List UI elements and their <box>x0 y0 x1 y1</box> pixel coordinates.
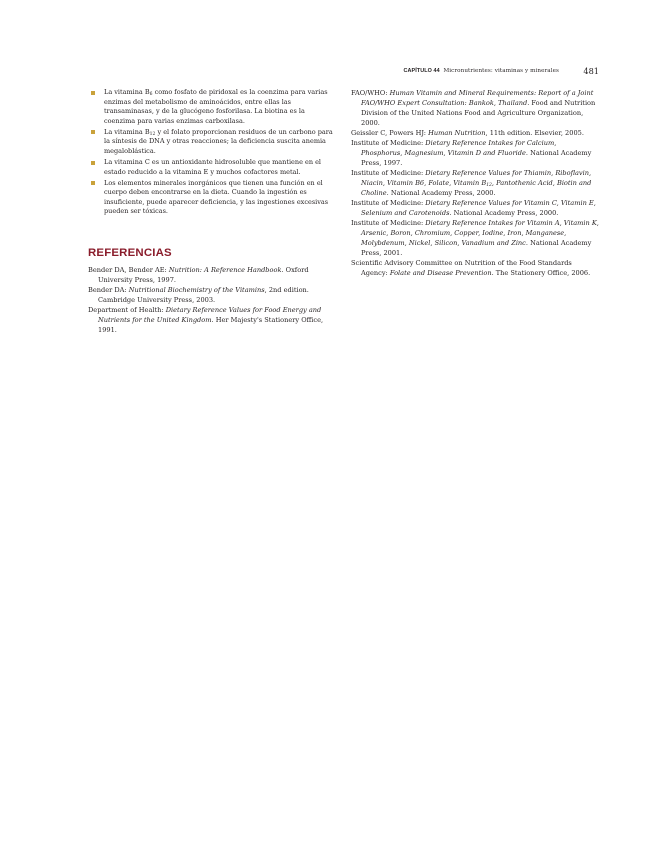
reference-entry: Geissler C, Powers HJ: Human Nutrition, 11th edition. Elsevier, 2005. <box>351 129 584 137</box>
reference-entry: Department of Health: Dietary Reference Values for Food Energy and Nutrients for the United Kingdom. Her Majesty's Stationery Office, 1991. <box>88 306 324 334</box>
summary-item: Los elementos minerales inorgánicos que tienen una función en el cuerpo deben encontrarse en la dieta. Cuando la ingestión es insuficiente, puede aparecer deficiencia, y las ingestiones excesivas pueden ser tóxicas. <box>88 179 334 217</box>
bullet-square-icon <box>91 161 95 165</box>
reference-entry: Institute of Medicine: Dietary Reference Intakes for Calcium, Phosphorus, Magnesium, Vitamin D and Fluoride. National Academy Press, 1997. <box>351 139 592 167</box>
page-number: 481 <box>583 66 599 76</box>
bullet-square-icon <box>91 181 95 185</box>
bullet-square-icon <box>91 130 95 134</box>
reference-entry: Bender DA, Bender AE: Nutrition: A Reference Handbook. Oxford University Press, 1997. <box>88 266 309 284</box>
chapter-title: Micronutrientes: vitaminas y minerales <box>443 68 559 74</box>
references-right <box>351 88 599 278</box>
summary-item: La vitamina $B_{12}$ y el folato proporcionan residuos de un carbono para la síntesis de DNA y otras reacciones; la deficiencia suscita anemia megaloblástica. <box>88 128 334 157</box>
reference-entry: Scientific Advisory Committee on Nutrition of the Food Standards Agency: Folate and Disease Prevention. The Stationery Office, 2006. <box>351 259 591 277</box>
references-heading: REFERENCIAS <box>88 247 172 259</box>
bullet-square-icon <box>91 91 95 95</box>
running-header <box>351 66 599 80</box>
reference-entry: Bender DA: Nutritional Biochemistry of the Vitamins, 2nd edition. Cambridge University Press, 2003. <box>88 286 309 304</box>
reference-entry: Institute of Medicine: Dietary Reference Intakes for Vitamin A, Vitamin K, Arsenic, Boron, Chromium, Copper, Iodine, Iron, Manganese, Molybdenum, Nickel, Silicon, Vanadium and Zinc. National Academy Press, 2001. <box>351 219 599 257</box>
references-left <box>88 265 334 335</box>
chapter-heading <box>404 68 559 74</box>
reference-entry: Institute of Medicine: Dietary Reference Values for Vitamin C, Vitamin E, Selenium and Carotenoids. National Academy Press, 2000. <box>351 199 596 217</box>
reference-entry: FAO/WHO: Human Vitamin and Mineral Requirements: Report of a Joint FAO/WHO Expert Consultation: Bankok, Thailand. Food and Nutrition Division of the United Nations Food and Agriculture Organization, 2000. <box>351 89 596 127</box>
chapter-label: CAPÍTULO 44 <box>403 68 440 74</box>
reference-entry: Institute of Medicine: Dietary Reference Values for Thiamin, Riboflavin, Niacin, Vitamin B6, Folate, Vitamin $B_{12}$, Pantothenic Acid, Biotin and Choline. National Academy Press, 2000. <box>351 169 592 197</box>
left-column <box>88 88 334 218</box>
summary-item: La vitamina $B_6$ como fosfato de piridoxal es la coenzima para varias enzimas del metabolismo de aminoácidos, entre ellas las transaminasas, y de la glucógeno fosforilasa. La biotina es la coenzima para varias enzimas carboxilasa. <box>88 88 334 126</box>
summary-list <box>88 88 334 217</box>
summary-item: La vitamina C es un antioxidante hidrosoluble que mantiene en el estado reducido a la vitamina E y muchos cofactores metal. <box>88 158 334 177</box>
